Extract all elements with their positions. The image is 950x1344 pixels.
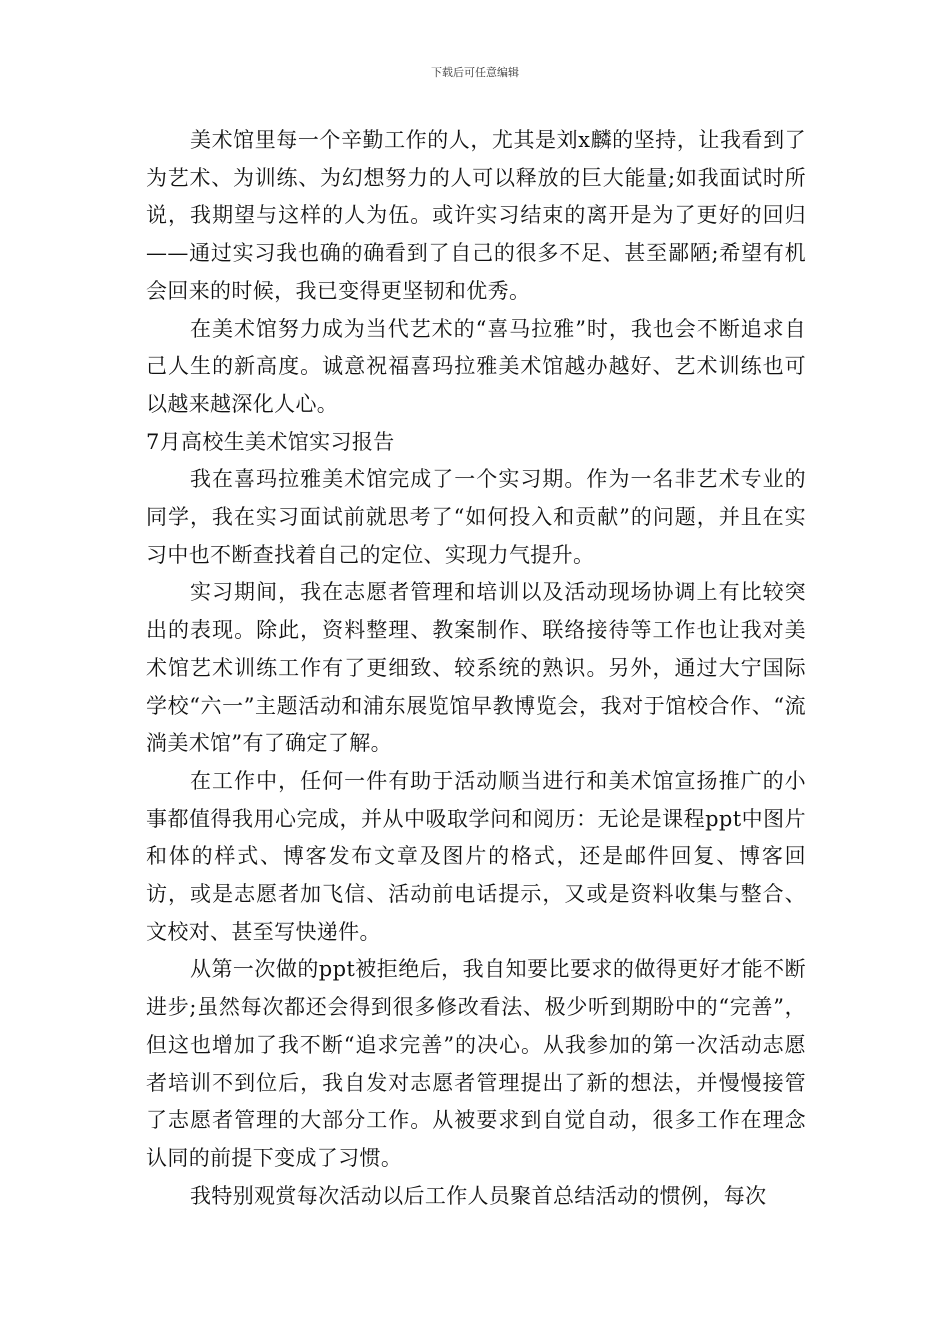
paragraph-blessing: 在美术馆努力成为当代艺术的“喜马拉雅”时，我也会不断追求自己人生的新高度。诚意祝福喜玛拉雅美术馆越办越好、艺术训练也可以越来越深化人心。 [146, 316, 806, 416]
document-body [146, 122, 806, 1215]
paragraph-progress: 从第一次做的ppt被拒绝后，我自知要比要求的做得更好才能不断进步;虽然每次都还会得到很多修改看法、极少听到期盼中的“完善”，但这也增加了我不断“追求完善”的决心。从我参加的第一次活动志愿者培训不到位后，我自发对志愿者管理提出了新的想法，并慢慢接管了志愿者管理的大部分工作。从被要求到自觉自动，很多工作在理念认同的前提下变成了习惯。 [146, 957, 806, 1170]
section-heading: 7月高校生美术馆实习报告 [146, 429, 395, 454]
page-header: 下载后可任意编辑 [431, 66, 519, 79]
paragraph-performance: 实习期间，我在志愿者管理和培训以及活动现场协调上有比较突出的表现。除此，资料整理、教案制作、联络接待等工作也让我对美术馆艺术训练工作有了更细致、较系统的熟识。另外，通过大宁国际学校“六一”主题活动和浦东展览馆早教博览会，我对于馆校合作、“流淌美术馆”有了确定了解。 [146, 580, 806, 756]
paragraph-work-details: 在工作中，任何一件有助于活动顺当进行和美术馆宣扬推广的小事都值得我用心完成，并从中吸取学问和阅历：无论是课程ppt中图片和体的样式、博客发布文章及图片的格式，还是邮件回复、博客回访，或是志愿者加飞信、活动前电话提示，又或是资料收集与整合、文校对、甚至写快递件。 [146, 768, 806, 944]
paragraph-closing: 我特别观赏每次活动以后工作人员聚首总结活动的惯例，每次 [190, 1183, 767, 1208]
paragraph-intro: 我在喜玛拉雅美术馆完成了一个实习期。作为一名非艺术专业的同学，我在实习面试前就思考了“如何投入和贡献”的问题，并且在实习中也不断查找着自己的定位、实现力气提升。 [146, 467, 806, 567]
paragraph-gratitude: 美术馆里每一个辛勤工作的人，尤其是刘x麟的坚持，让我看到了为艺术、为训练、为幻想努力的人可以释放的巨大能量;如我面试时所说，我期望与这样的人为伍。或许实习结束的离开是为了更好的回归——通过实习我也确的确看到了自己的很多不足、甚至鄙陋;希望有机会回来的时候，我已变得更坚韧和优秀。 [146, 128, 806, 303]
